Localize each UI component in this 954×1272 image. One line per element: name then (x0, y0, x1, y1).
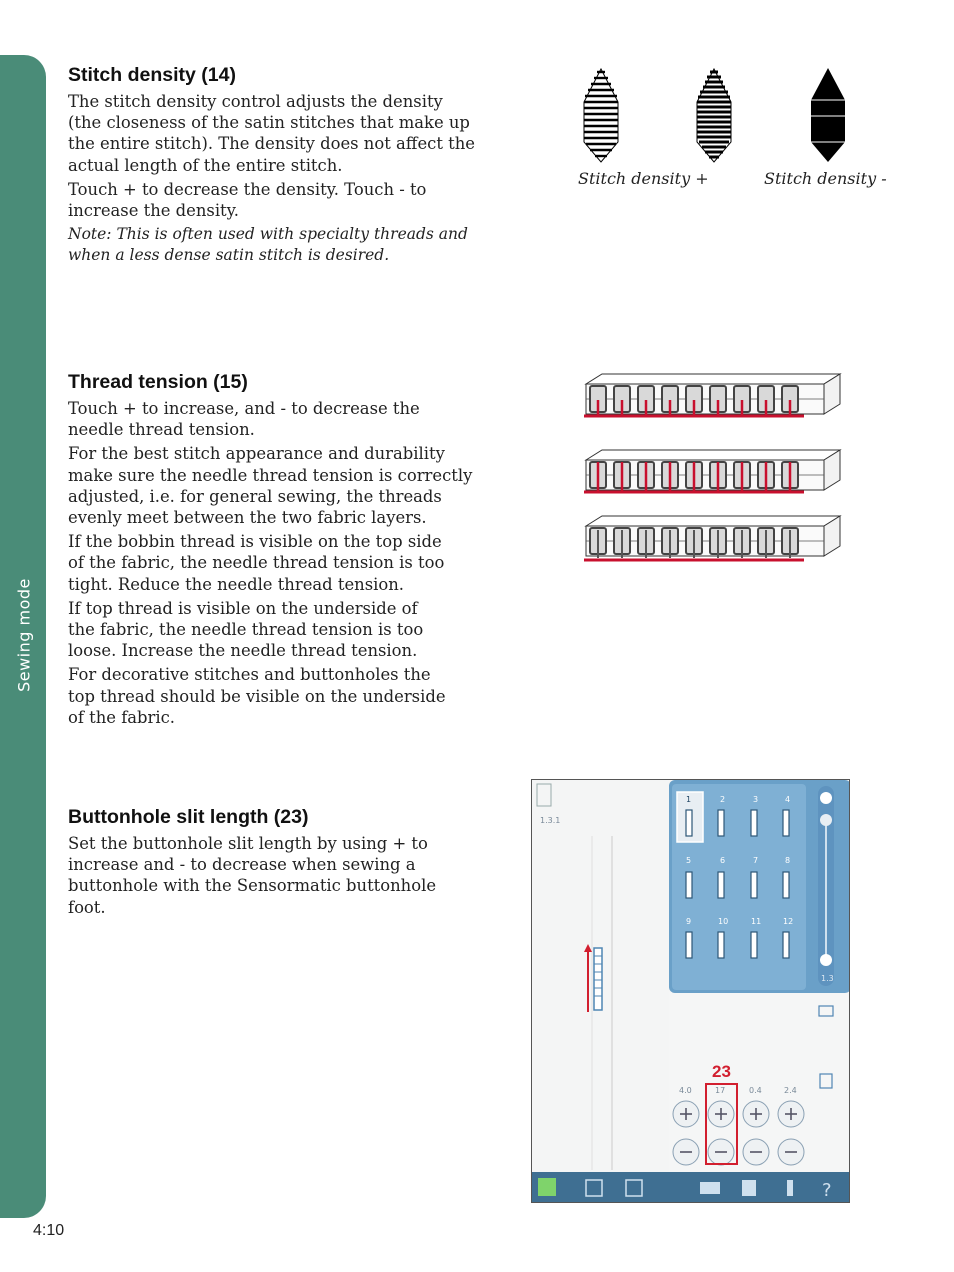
stitch-density-illustration (570, 64, 870, 166)
slit-length-highlight (705, 1083, 738, 1165)
slit-length-value: 17 (715, 1086, 726, 1095)
density-value: 0.4 (749, 1086, 762, 1095)
paragraph: Touch + to decrease the density. Touch - to increase the density. (68, 179, 427, 221)
stitch-number[interactable]: 9 (686, 917, 692, 926)
paragraph: If top thread is visible on the underside of the fabric, the needle thread tension is too loose. Increase the needle thread tension. (68, 598, 424, 661)
sparse-satin-stitch (811, 68, 845, 162)
paragraph: For decorative stitches and buttonholes the top thread should be visible on the underside of the fabric. (68, 665, 446, 727)
side-tab-label: Sewing mode (14, 578, 34, 692)
stitch-number[interactable]: 10 (718, 917, 729, 926)
caption-density-minus: Stitch density - (764, 169, 887, 188)
sewing-screen (531, 779, 850, 1203)
thread-tension-section (68, 371, 478, 731)
tension-value: 2.4 (784, 1086, 797, 1095)
paragraph: The stitch density control adjusts the density (the closeness of the satin stitches that make up the entire stitch). The density does not affect the actual length of the entire stitch. (68, 92, 475, 175)
thread-tension-illustration (582, 370, 846, 570)
scroll-position: 1.3 (821, 974, 834, 983)
open-folder-icon (819, 1006, 833, 1016)
stitch-number[interactable]: 7 (753, 856, 759, 865)
menu-icon (700, 1182, 720, 1194)
tension-correct (584, 374, 840, 416)
stitch-number[interactable]: 3 (753, 795, 759, 804)
buttonhole-preview (594, 948, 602, 1010)
info-icon (787, 1180, 793, 1196)
help-icon: ? (822, 1180, 832, 1201)
page-number: 4:10 (33, 1222, 65, 1239)
stitch-density-title: Stitch density (14) (68, 64, 236, 86)
stitch-id: 1.3.1 (540, 816, 561, 825)
sewing-mode-icon (538, 1178, 556, 1196)
paragraph: If the bobbin thread is visible on the top side of the fabric, the needle thread tension is too tight. Reduce the needle thread tension. (68, 532, 445, 594)
stitch-number[interactable]: 12 (783, 917, 794, 926)
stitch-number[interactable]: 2 (720, 795, 726, 804)
stitch-width-value: 4.0 (679, 1086, 692, 1095)
stitch-number[interactable]: 11 (751, 917, 762, 926)
thread-tension-title: Thread tension (15) (68, 371, 248, 393)
dense-satin-stitch-1 (584, 69, 618, 162)
note: Note: This is often used with specialty threads and when a less dense satin stitch is desired. (68, 225, 468, 265)
stitch-density-section (68, 64, 478, 270)
stitch-number[interactable]: 1 (686, 795, 692, 804)
settings-icon (742, 1180, 756, 1196)
buttonhole-title: Buttonhole slit length (23) (68, 806, 309, 828)
dense-satin-stitch-2 (697, 69, 731, 162)
tension-too-loose (584, 516, 840, 560)
edit-icon (820, 1074, 832, 1088)
stitch-number[interactable]: 6 (720, 856, 726, 865)
callout-number: 23 (712, 1062, 731, 1081)
paragraph: Set the buttonhole slit length by using + to increase and - to decrease when sewing a buttonhole with the Sensormatic buttonhole foot. (68, 834, 437, 917)
paragraph: Touch + to increase, and - to decrease the needle thread tension. (68, 399, 420, 440)
stitch-number[interactable]: 5 (686, 856, 692, 865)
buttonhole-section (68, 806, 478, 921)
stitch-number[interactable]: 8 (785, 856, 791, 865)
screen-graphics (532, 780, 850, 1203)
paragraph: For the best stitch appearance and durability make sure the needle thread tension is correctly adjusted, i.e. for general sewing, the threads evenly meet between the two fabric layers. (68, 444, 473, 528)
caption-density-plus: Stitch density + (578, 169, 709, 188)
stitch-number[interactable]: 4 (785, 795, 791, 804)
tension-too-tight (584, 450, 840, 492)
